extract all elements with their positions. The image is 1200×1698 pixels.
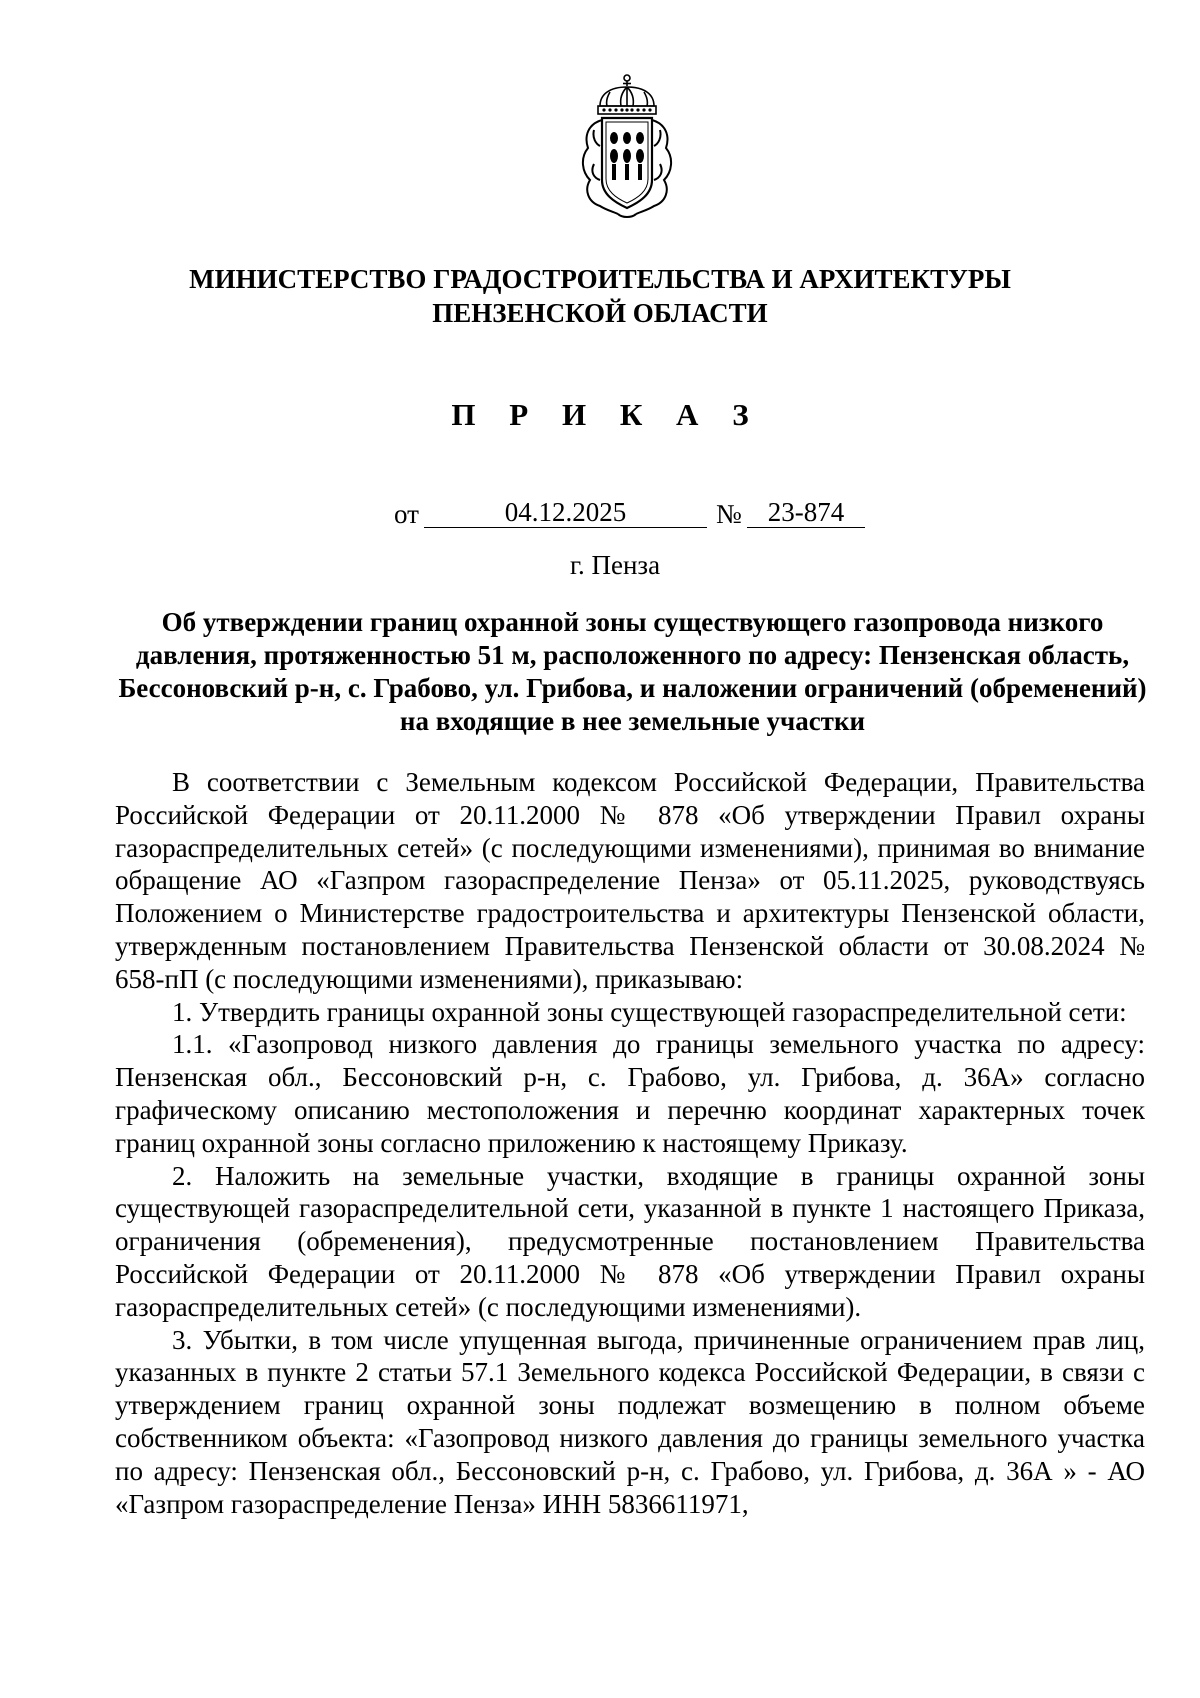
item-3-paragraph: 3. Убытки, в том числе упущенная выгода, причиненные ограничением прав лиц, указанных в пункте 2 статьи 57.1 Земельного кодекса Российской Федерации, в связи с утверждением границ охранной зоны подлежат возмещению в полном объеме собственником объекта: «Газопровод низкого давления до границы земельного участка по адресу: Пензенская обл., Бессоновский р-н, с. Грабово, ул. Грибова, д. 36А » - АО «Газпром газораспределение Пенза» ИНН 5836611971, [115, 1324, 1145, 1519]
order-dateline [0, 497, 1200, 533]
date-label: от [394, 499, 419, 529]
preamble-paragraph: В соответствии с Земельным кодексом Российской Федерации, Правительства Российской Федерации от 20.11.2000 № 878 «Об утверждении Правил охраны газораспределительных сетей» (с последующими изменениями), принимая во внимание обращение АО «Газпром газораспределение Пенза» от 05.11.2025, руководствуясь Положением о Министерстве градостроительства и архитектуры Пензенской области, утвержденным постановлением Правительства Пензенской области от 30.08.2024 № 658-пП (с последующими изменениями), приказываю: [115, 767, 1145, 994]
item-1-1-paragraph: 1.1. «Газопровод низкого давления до границы земельного участка по адресу: Пензенская обл., Бессоновский р-н, с. Грабово, ул. Грибова, д. 36А» согласно графическому описанию местоположения и перечню координат характерных точек границ охранной зоны согласно приложению к настоящему Приказу. [115, 1029, 1145, 1158]
item-1-paragraph: 1. Утвердить границы охранной зоны существующей газораспределительной сети: [172, 996, 1127, 1027]
order-number: 23-874 [747, 497, 865, 528]
item-2-paragraph: 2. Наложить на земельные участки, входящие в границы охранной зоны существующей газораспределительной сети, указанной в пункте 1 настоящего Приказа, ограничения (обременения), предусмотренные постановлением Правительства Российской Федерации от 20.11.2000 № 878 «Об утверждении Правил охраны газораспределительных сетей» (с последующими изменениями). [115, 1160, 1145, 1322]
number-label: № [716, 499, 742, 529]
document-type-title: П Р И К А З [451, 397, 762, 432]
ministry-name-line2: ПЕНЗЕНСКОЙ ОБЛАСТИ [432, 298, 768, 328]
ministry-name [100, 262, 1100, 330]
order-body [115, 766, 1145, 1520]
issue-city: г. Пенза [569, 550, 661, 580]
order-date: 04.12.2025 [424, 497, 707, 528]
coat-of-arms-emblem-icon [570, 72, 684, 222]
ministry-name-line1: МИНИСТЕРСТВО ГРАДОСТРОИТЕЛЬСТВА И АРХИТЕКТУРЫ [189, 264, 1011, 294]
order-subject: Об утверждении границ охранной зоны существующего газопровода низкого давления, протяженностью 51 м, расположенного по адресу: Пензенская область, Бессоновский р-н, с. Грабово, ул. Грибова, и наложении ограничений (обременений) на входящие в нее земельные участки [118, 607, 1147, 736]
